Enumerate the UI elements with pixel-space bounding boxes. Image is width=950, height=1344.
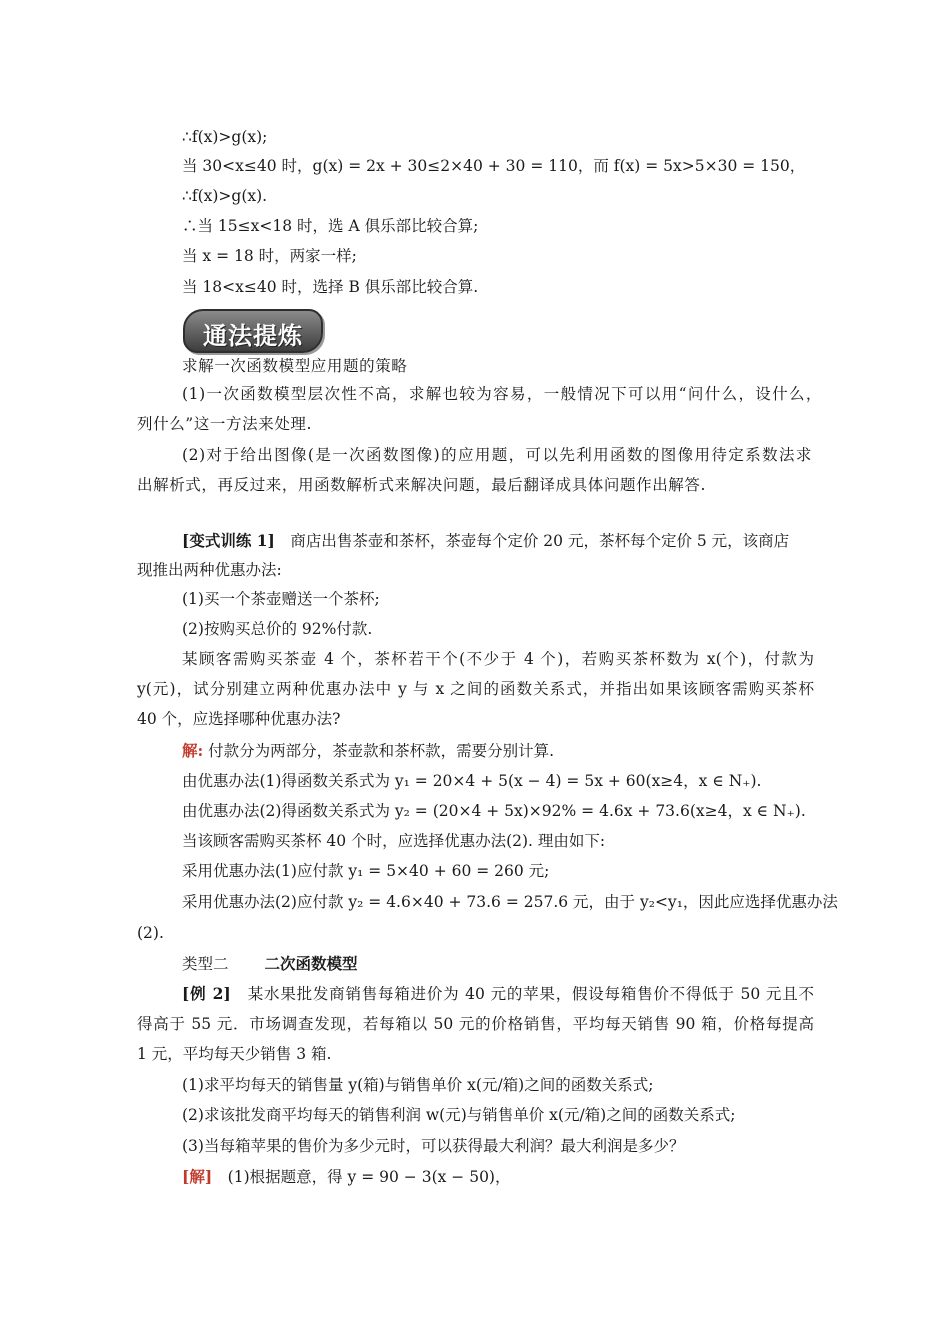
text-line: ∴当 15≤x<18 时，选 A 俱乐部比较合算; — [182, 217, 479, 235]
exercise-label: [变式训练 1] — [182, 531, 275, 550]
text-line: (2)按购买总价的 92%付款. — [182, 620, 373, 638]
text-line: 采用优惠办法(2)应付款 y₂ = 4.6×40 + 73.6 = 257.6 元，由于 y₂<y₁，因此应选择优惠办法 — [182, 893, 838, 911]
text-line: 当 30<x≤40 时，g(x) = 2x + 30≤2×40 + 30 = 110，而 f(x) = 5x>5×30 = 150， — [182, 157, 806, 175]
text-line: ∴f(x)>g(x). — [182, 187, 268, 205]
text-line: (1)求平均每天的销售量 y(箱)与销售单价 x(元/箱)之间的函数关系式; — [182, 1076, 654, 1094]
text-line: 1 元，平均每天少销售 3 箱. — [137, 1045, 332, 1063]
example-text: 某水果批发商销售每箱进价为 40 元的苹果，假设每箱售价不得低于 50 元且不 — [230, 985, 814, 1003]
text-line: ∴f(x)>g(x); — [182, 128, 268, 146]
text-line: 当 18<x≤40 时，选择 B 俱乐部比较合算. — [182, 278, 479, 296]
solution-text: 付款分为两部分，茶壶款和茶杯款，需要分别计算. — [203, 742, 555, 760]
text-line: (1)一次函数模型层次性不高，求解也较为容易，一般情况下可以用“问什么，设什么， — [182, 385, 822, 403]
text-line: (1)买一个茶壶赠送一个茶杯; — [182, 590, 380, 608]
text-line: 当该顾客需购买茶杯 40 个时，应选择优惠办法(2). 理由如下: — [182, 832, 606, 850]
text-line: 采用优惠办法(1)应付款 y₁ = 5×40 + 60 = 260 元; — [182, 862, 550, 880]
solution-line — [182, 740, 554, 762]
text-line: (2)求该批发商平均每天的销售利润 w(元)与销售单价 x(元/箱)之间的函数关系式; — [182, 1106, 736, 1124]
text-line: 得高于 55 元．市场调查发现，若每箱以 50 元的价格销售，平均每天销售 90 箱，价格每提高 — [137, 1015, 814, 1033]
example-line — [182, 983, 814, 1005]
text-line: (2). — [137, 924, 164, 942]
text-line: y(元)，试分别建立两种优惠办法中 y 与 x 之间的函数关系式，并指出如果该顾客需购买茶杯 — [137, 680, 814, 698]
section-heading — [182, 953, 358, 975]
strategy-title: 求解一次函数模型应用题的策略 — [182, 357, 408, 375]
text-line: 列什么”这一方法来处理. — [137, 415, 313, 433]
text-line: 现推出两种优惠办法: — [137, 561, 282, 579]
text-line: 由优惠办法(1)得函数关系式为 y₁ = 20×4 + 5(x − 4) = 5x + 60(x≥4，x ∈ N₊). — [182, 772, 762, 790]
section-type: 类型二 — [182, 955, 229, 973]
exercise-line — [182, 530, 789, 552]
section-banner-label: 通法提炼 — [203, 322, 303, 350]
text-line: 40 个，应选择哪种优惠办法? — [137, 710, 341, 728]
text-line: 当 x = 18 时，两家一样; — [182, 247, 357, 265]
answer-line — [182, 1166, 510, 1188]
answer-label: [解] — [182, 1167, 213, 1186]
text-line: 出解析式，再反过来，用函数解析式来解决问题，最后翻译成具体问题作出解答. — [137, 476, 707, 494]
section-banner — [183, 309, 323, 353]
text-line: 由优惠办法(2)得函数关系式为 y₂ = (20×4 + 5x)×92% = 4.6x + 73.6(x≥4，x ∈ N₊). — [182, 802, 806, 820]
exercise-text: 商店出售茶壶和茶杯，茶壶每个定价 20 元，茶杯每个定价 5 元，该商店 — [274, 532, 790, 550]
section-title: 二次函数模型 — [264, 954, 358, 973]
text-line: 某顾客需购买茶壶 4 个，茶杯若干个(不少于 4 个)，若购买茶杯数为 x(个)，付款为 — [182, 650, 814, 668]
text-line: (2)对于给出图像(是一次函数图像)的应用题，可以先利用函数的图像用待定系数法求 — [182, 446, 812, 464]
text-line: (3)当每箱苹果的售价为多少元时，可以获得最大利润？最大利润是多少？ — [182, 1137, 685, 1155]
example-label: [例 2] — [182, 984, 231, 1003]
solution-label: 解: — [182, 741, 204, 760]
answer-text: (1)根据题意，得 y = 90 − 3(x − 50)， — [212, 1168, 511, 1186]
